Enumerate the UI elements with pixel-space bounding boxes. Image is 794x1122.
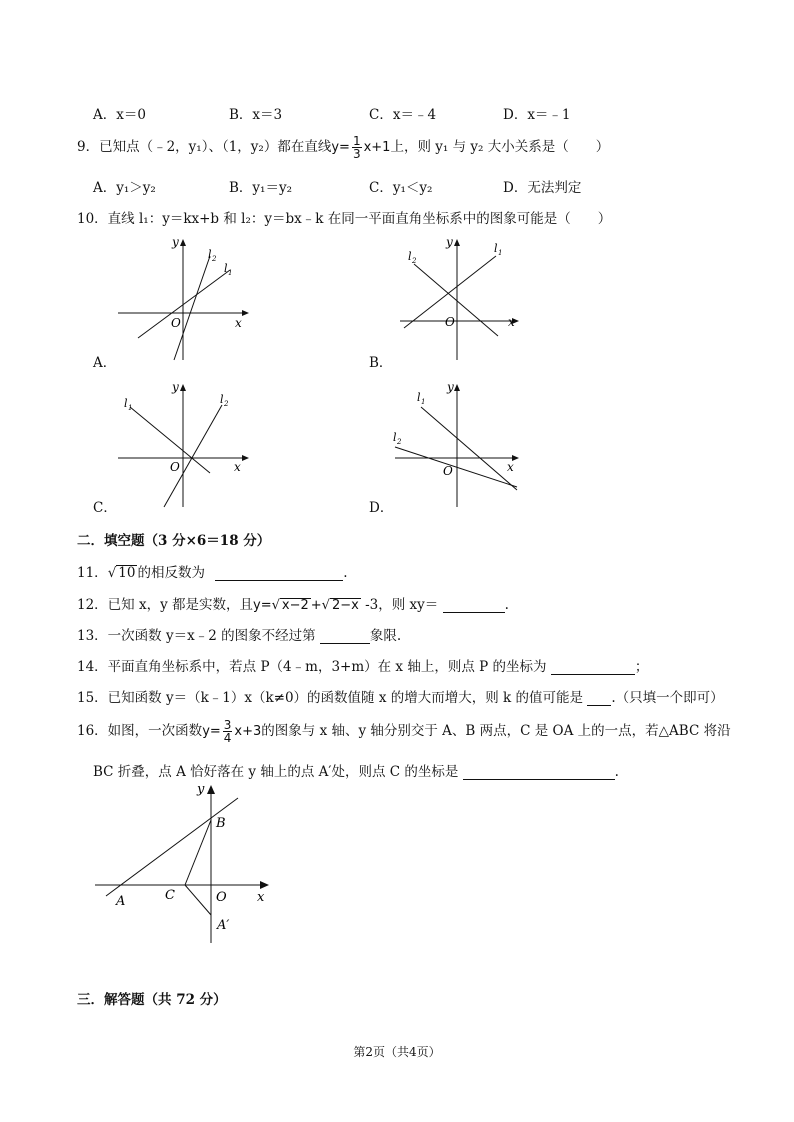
q9-eq-tail: x+1: [363, 140, 391, 155]
q9-eq-y: y=: [331, 140, 350, 155]
x-axis-label: x: [508, 315, 515, 329]
l1-subscript: 1: [128, 404, 133, 412]
q16-line2-text: BC 折叠，点 A 恰好落在 y 轴上的点 A′处，则点 C 的坐标是: [93, 764, 459, 780]
q10-graph-c: [110, 375, 260, 510]
l2-subscript: 2: [212, 255, 217, 263]
q14-text: 14．平面直角坐标系中，若点 P（4﹣m，3+m）在 x 轴上，则点 P 的坐标为: [77, 659, 547, 675]
origin-label: O: [443, 464, 453, 478]
q9-option-a: A．y₁＞y₂: [93, 180, 156, 196]
q14-answer-blank[interactable]: [551, 660, 635, 675]
x-axis-label: x: [507, 460, 514, 474]
q14-end: ；: [634, 659, 649, 675]
q16-eq-tail: x+3: [234, 724, 262, 739]
segment-ca-prime: [185, 885, 211, 915]
q11-prefix: 11．: [77, 565, 108, 581]
l1-subscript: 1: [228, 269, 233, 277]
line-l1: [138, 269, 233, 338]
l2-subscript: 2: [224, 400, 229, 408]
q11-answer-blank[interactable]: [215, 566, 343, 581]
segment-bc: [185, 820, 211, 885]
l2-label: l: [220, 393, 224, 406]
q16-line-2: [93, 760, 619, 780]
q12-prefix: 12．已知 x，y 都是实数，且: [77, 597, 254, 613]
l2-label: l: [408, 250, 412, 263]
q10-graph-d: [385, 375, 525, 510]
line-l2: [395, 447, 517, 487]
y-axis-label: y: [446, 235, 453, 249]
q11-radicand: 10: [118, 565, 136, 581]
q8-option-b: B．x＝3: [229, 107, 283, 123]
q13-text: 13．一次函数 y＝x﹣2 的图象不经过第: [77, 628, 316, 644]
sqrt-sign: √: [271, 598, 280, 613]
q12-eq: y=: [253, 598, 272, 613]
q12-end: .: [504, 597, 509, 613]
q14: [77, 655, 648, 675]
q13: [77, 624, 401, 644]
l2-label: l: [208, 248, 212, 261]
q11: [77, 561, 348, 581]
q9-suffix: 上，则 y₁ 与 y₂ 大小关系是（ ）: [390, 139, 610, 155]
q16-answer-blank[interactable]: [463, 765, 615, 780]
q16-end: .: [614, 764, 619, 780]
q8-option-a: A．x＝0: [93, 107, 146, 123]
l1-subscript: 1: [421, 398, 426, 406]
origin-label: O: [171, 316, 181, 330]
q16-line-1: [77, 719, 731, 744]
q16-fraction: [223, 719, 233, 744]
q11-end: .: [343, 565, 348, 581]
q9-frac-num: 1: [352, 134, 361, 148]
sqrt-sign: √: [107, 565, 117, 581]
page-footer: 第2页（共4页）: [353, 1045, 441, 1059]
q9-option-c: C．y₁＜y₂: [369, 180, 433, 196]
section-2-heading: 二．填空题（3 分×6＝18 分）: [77, 533, 271, 549]
y-axis-label: y: [197, 782, 205, 797]
q8-option-c: C．x＝﹣4: [369, 107, 437, 123]
q9-frac-den: 3: [352, 147, 361, 161]
q15-end: .（只填一个即可）: [611, 690, 724, 706]
q12-tail: -3，则 xy＝: [360, 597, 439, 613]
y-axis-label: y: [172, 380, 179, 394]
line-ab: [106, 798, 238, 896]
l2-subscript: 2: [397, 438, 402, 446]
x-axis-label: x: [257, 890, 265, 905]
origin-label: O: [216, 890, 227, 905]
point-a-prime-label: A′: [217, 918, 230, 933]
q15-answer-blank[interactable]: [587, 691, 611, 706]
q12-radicand-2: 2−x: [331, 598, 359, 613]
q13-end: 象限.: [369, 628, 402, 644]
q12-answer-blank[interactable]: [443, 598, 505, 613]
q9-fraction: [352, 135, 362, 160]
l1-label: l: [224, 262, 228, 275]
y-axis-label: y: [447, 380, 454, 394]
x-axis-label: x: [234, 460, 241, 474]
l1-label: l: [124, 397, 128, 410]
q12-radicand-1: x−2: [281, 598, 309, 613]
q10-graph-b: [390, 230, 525, 365]
line-l1: [421, 407, 517, 490]
section-3-heading: 三．解答题（共 72 分）: [77, 992, 227, 1008]
q9-option-b: B．y₁＝y₂: [229, 180, 292, 196]
q15-text: 15．已知函数 y＝（k﹣1）x（k≠0）的函数值随 x 的增大而增大，则 k 的值可能是: [77, 690, 584, 706]
point-c-label: C: [165, 888, 175, 903]
q9-option-d: D．无法判定: [503, 180, 582, 196]
q13-answer-blank[interactable]: [320, 629, 370, 644]
q9-prefix: 9．已知点（﹣2，y₁）、（1，y₂）都在直线: [77, 139, 332, 155]
point-a-label: A: [116, 894, 126, 909]
q16-figure: [90, 778, 280, 948]
line-l2: [164, 405, 222, 507]
q12: [77, 593, 509, 613]
line-l2: [414, 264, 498, 336]
q16-prefix: 16．如图，一次函数: [77, 723, 203, 739]
l1-subscript: 1: [498, 249, 503, 257]
l1-label: l: [417, 391, 421, 404]
q9-stem: [77, 135, 609, 160]
q10-label-b: B．: [369, 355, 393, 371]
q10-graph-a: [110, 230, 260, 365]
q16-eq-y: y=: [202, 724, 221, 739]
q11-suffix: 的相反数为: [137, 565, 205, 581]
q16-suffix: 的图象与 x 轴、y 轴分别交于 A、B 两点，C 是 OA 上的一点，若△ABC 将沿: [261, 723, 731, 739]
q16-frac-den: 4: [223, 731, 232, 745]
y-axis-label: y: [172, 235, 179, 249]
sqrt-sign: √: [321, 598, 330, 613]
origin-label: O: [170, 460, 180, 474]
l2-subscript: 2: [412, 257, 417, 265]
q15: [77, 686, 724, 706]
q10-label-c: C．: [93, 500, 117, 516]
q10-label-d: D．: [369, 500, 394, 516]
q12-plus: +: [310, 598, 322, 613]
x-axis-label: x: [235, 316, 242, 330]
point-b-label: B: [216, 816, 226, 831]
q8-option-d: D．x＝﹣1: [503, 107, 571, 123]
origin-label: O: [445, 315, 455, 329]
q16-frac-num: 3: [223, 718, 232, 732]
l2-label: l: [393, 431, 397, 444]
q10-stem: 10．直线 l₁：y＝kx+b 和 l₂：y＝bx﹣k 在同一平面直角坐标系中的图象可能是（ ）: [77, 211, 612, 227]
q10-label-a: A．: [93, 355, 117, 371]
l1-label: l: [494, 242, 498, 255]
